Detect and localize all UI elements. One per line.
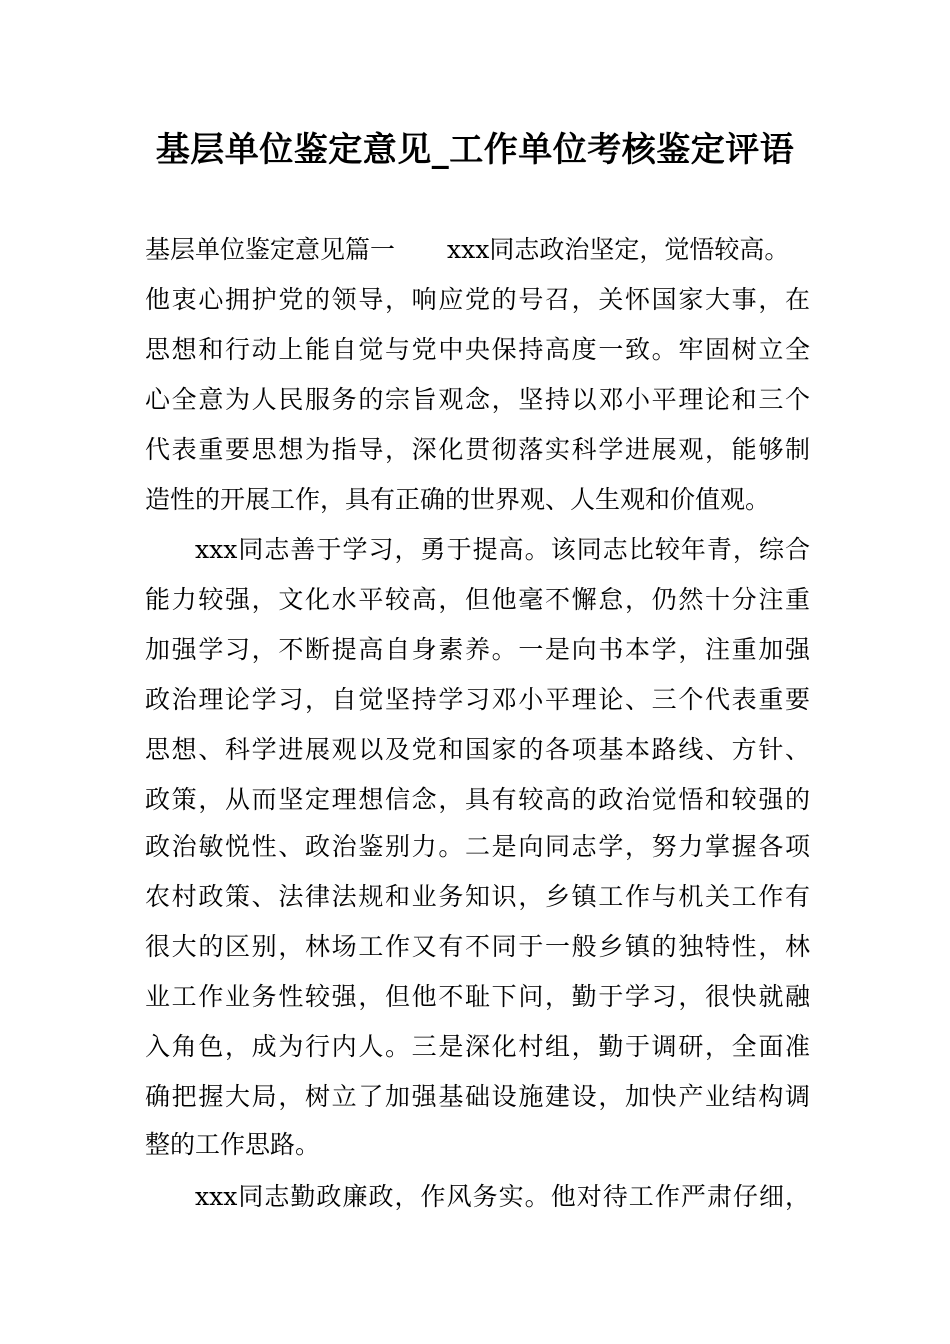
document-title: 基层单位鉴定意见_工作单位考核鉴定评语	[155, 130, 795, 170]
paragraph-line: 入角色，成为行内人。三是深化村组，勤于调研，全面准	[145, 1032, 810, 1061]
paragraph-line: 政治理论学习，自觉坚持学习邓小平理论、三个代表重要	[145, 685, 810, 714]
paragraph-line: 心全意为人民服务的宗旨观念，坚持以邓小平理论和三个	[145, 385, 810, 414]
paragraph-line: 他衷心拥护党的领导，响应党的号召，关怀国家大事，在	[145, 285, 810, 314]
paragraph-line: 造性的开展工作，具有正确的世界观、人生观和价值观。	[145, 485, 771, 514]
paragraph-line: 思想、科学进展观以及党和国家的各项基本路线、方针、	[145, 735, 810, 764]
paragraph-line: xxx同志勤政廉政，作风务实。他对待工作严肃仔细，	[195, 1182, 810, 1211]
paragraph-line: 加强学习，不断提高自身素养。一是向书本学，注重加强	[145, 635, 810, 664]
paragraph-line: 整的工作思路。	[145, 1130, 321, 1159]
paragraph-line: 确把握大局，树立了加强基础设施建设，加快产业结构调	[145, 1082, 810, 1111]
paragraph-line: 很大的区别，林场工作又有不同于一般乡镇的独特性，林	[145, 932, 810, 961]
paragraph-line: 能力较强，文化水平较高，但他毫不懈怠，仍然十分注重	[145, 585, 810, 614]
paragraph-line: xxx同志善于学习，勇于提高。该同志比较年青，综合	[195, 535, 810, 564]
paragraph-line: 业工作业务性较强，但他不耻下问，勤于学习，很快就融	[145, 982, 810, 1011]
paragraph-line: 政治敏悦性、政治鉴别力。二是向同志学，努力掌握各项	[145, 832, 810, 861]
paragraph-line: 农村政策、法律法规和业务知识，乡镇工作与机关工作有	[145, 882, 810, 911]
paragraph-line: 政策，从而坚定理想信念，具有较高的政治觉悟和较强的	[145, 785, 810, 814]
first-line-text: xxx同志政治坚定，觉悟较高。	[447, 235, 790, 264]
first-line	[145, 225, 810, 275]
paragraph-line: 思想和行动上能自觉与党中央保持高度一致。牢固树立全	[145, 335, 810, 364]
section-heading: 基层单位鉴定意见篇一	[145, 235, 396, 264]
paragraph-line: 代表重要思想为指导，深化贯彻落实科学进展观，能够制	[145, 435, 810, 464]
